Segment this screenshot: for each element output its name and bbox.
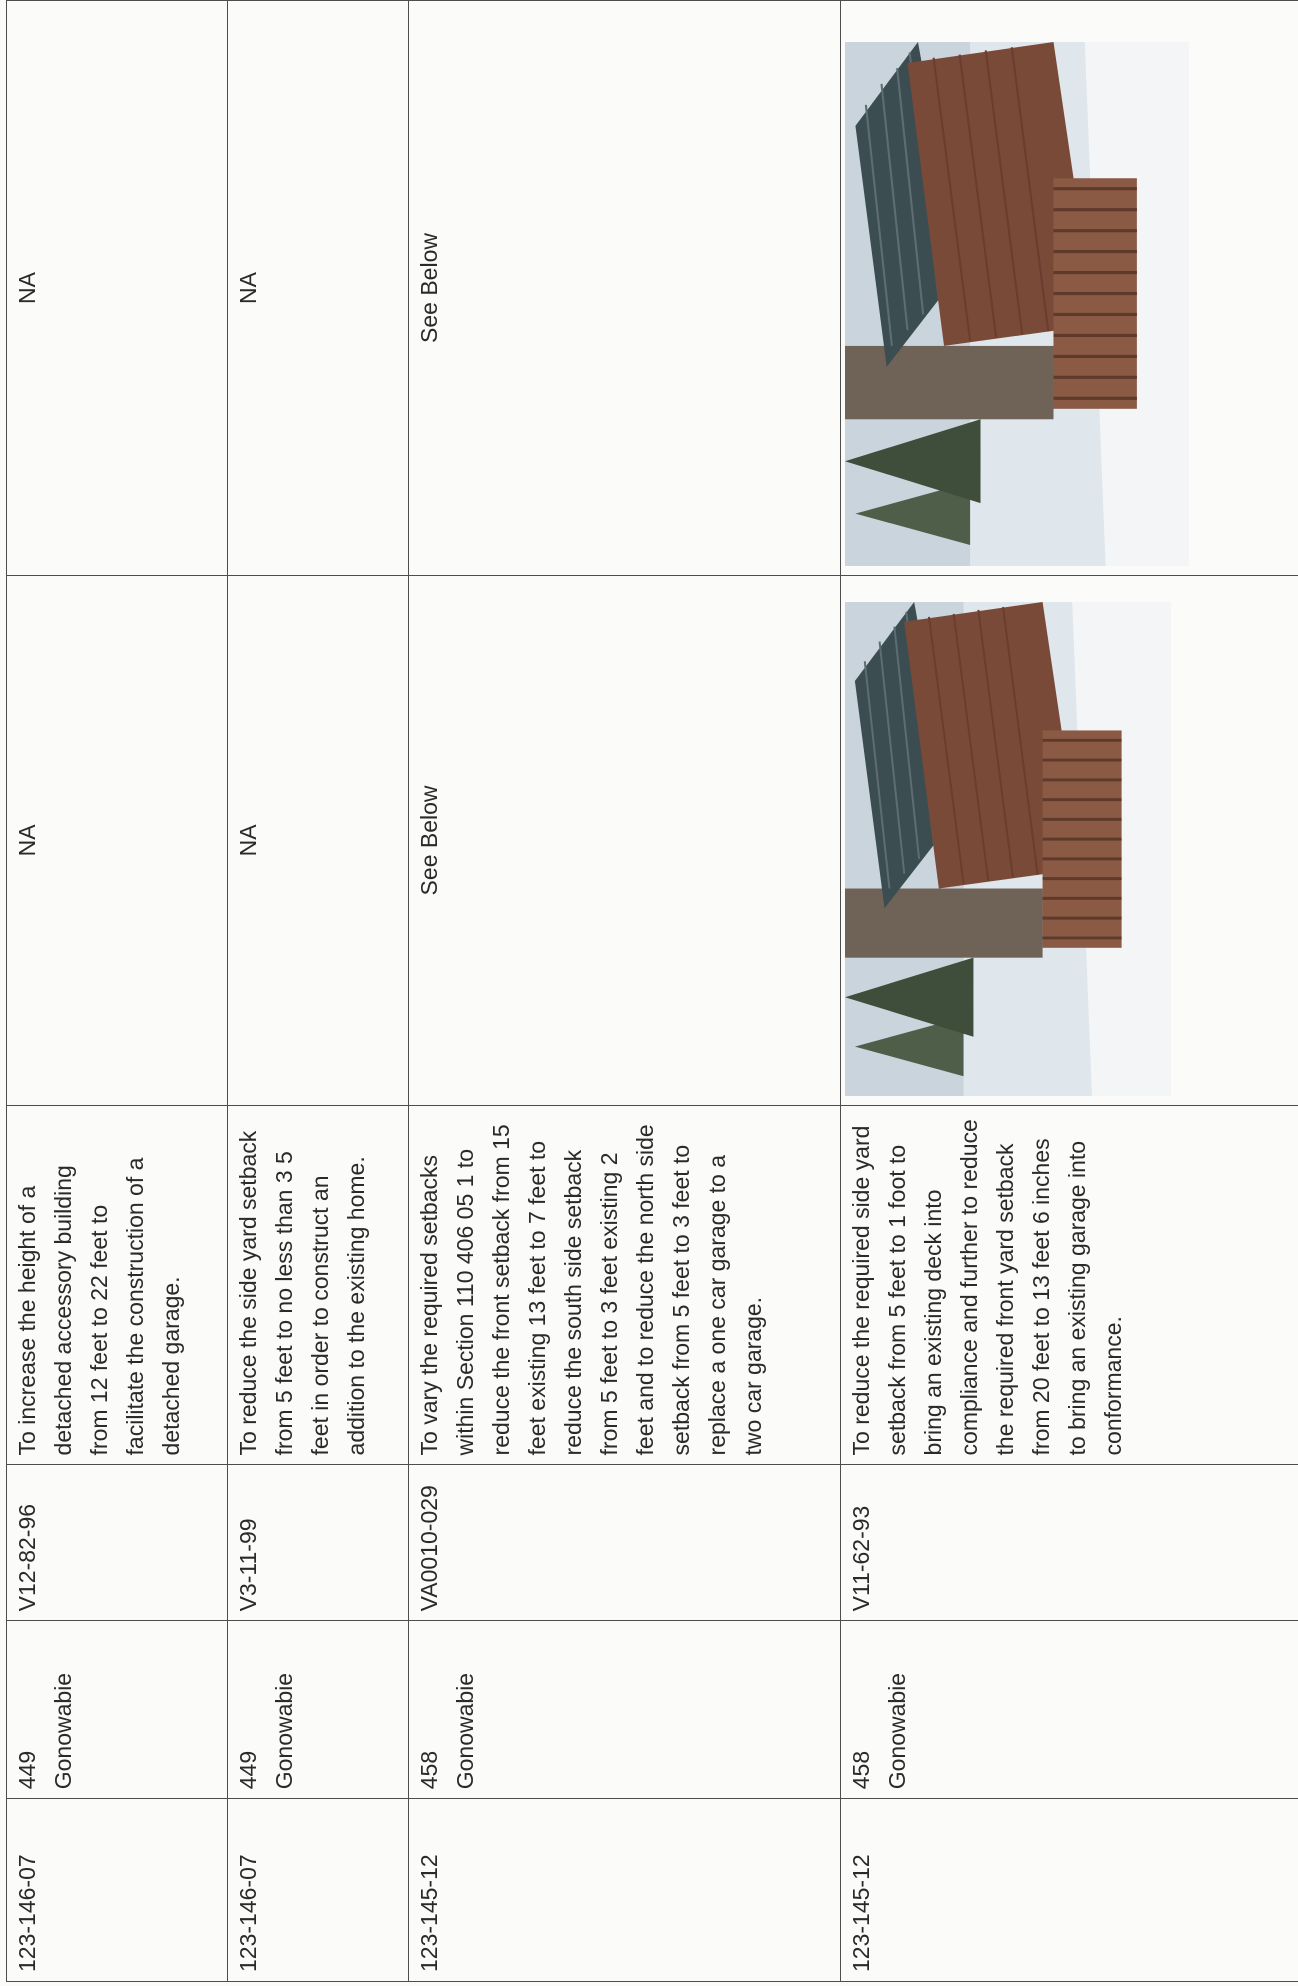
house-photo-before — [845, 602, 1171, 1096]
before-photo-cell — [841, 575, 1298, 1105]
property-address: 458 Gonowabie — [841, 1621, 1298, 1799]
house-photo-after — [845, 42, 1189, 566]
case-number: V3-11-99 — [228, 1465, 409, 1621]
variance-description: To reduce the required side yard setback from 5 feet to 1 foot to bring an existing deck into compliance and further to reduce the required front yard setback from 20 feet to 13 feet 6 inches to bring an existing garage into conformance. — [841, 1105, 1298, 1465]
property-address: 449 Gonowabie — [228, 1621, 409, 1799]
before-cell: See Below — [409, 575, 841, 1105]
before-cell: NA — [7, 575, 228, 1105]
after-cell: See Below — [409, 1, 841, 576]
table-row — [228, 1, 409, 1982]
before-cell: NA — [228, 575, 409, 1105]
table-row — [7, 1, 228, 1982]
parcel-number: 123-145-12 — [841, 1799, 1298, 1982]
case-number: VA0010-029 — [409, 1465, 841, 1621]
case-number: V11-62-93 — [841, 1465, 1298, 1621]
property-address: 449 Gonowabie — [7, 1621, 228, 1799]
house-photo-icon — [845, 602, 1171, 1096]
variance-description: To reduce the side yard setback from 5 feet to no less than 3 5 feet in order to construct an addition to the existing home. — [228, 1105, 409, 1465]
parcel-number: 123-146-07 — [7, 1799, 228, 1982]
after-cell: NA — [7, 1, 228, 576]
parcel-number: 123-145-12 — [409, 1799, 841, 1982]
after-photo-cell — [841, 1, 1298, 576]
variance-description: To vary the required setbacks within Section 110 406 05 1 to reduce the front setback from 15 feet existing 13 feet to 7 feet to reduce the south side setback from 5 feet to 3 feet existing 2 feet and to reduce the north side setback from 5 feet to 3 feet to replace a one car garage to a two car garage. — [409, 1105, 841, 1465]
property-address: 458 Gonowabie — [409, 1621, 841, 1799]
after-cell: NA — [228, 1, 409, 576]
variance-description: To increase the height of a detached accessory building from 12 feet to 22 feet to facilitate the construction of a detached garage. — [7, 1105, 228, 1465]
case-number: V12-82-96 — [7, 1465, 228, 1621]
parcel-number: 123-146-07 — [228, 1799, 409, 1982]
table-row — [841, 1, 1298, 1982]
house-photo-icon — [845, 42, 1189, 566]
table-row — [409, 1, 841, 1982]
variance-table — [6, 0, 1298, 1982]
